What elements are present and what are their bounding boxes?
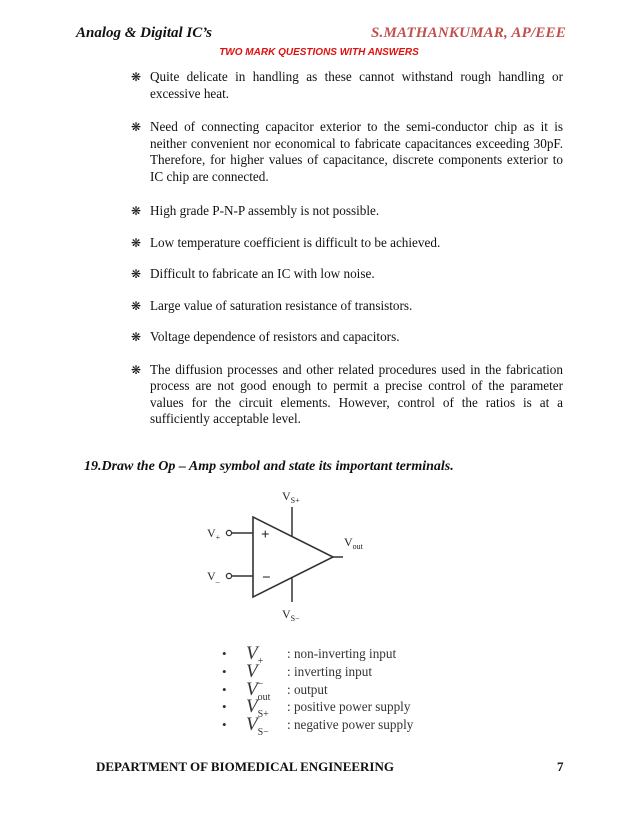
terminal-description: : positive power supply	[287, 699, 411, 715]
bullet-mark-icon: ❋	[131, 330, 142, 344]
bullet-dot-icon: •	[222, 646, 227, 661]
opamp-plus-sign: +	[261, 527, 270, 543]
list-item	[131, 329, 563, 346]
bullet-mark-icon: ❋	[131, 362, 142, 377]
question-heading: 19.Draw the Op – Amp symbol and state its important terminals.	[84, 459, 454, 474]
header-subtitle: TWO MARK QUESTIONS WITH ANSWERS	[219, 47, 419, 58]
page-number: 7	[557, 759, 564, 774]
bullet-mark-icon: ❋	[131, 267, 142, 281]
bullet-mark-icon: ❋	[131, 204, 142, 218]
vplus-label: $V_+$	[207, 526, 221, 542]
bullet-text: High grade P-N-P assembly is not possible.	[150, 203, 380, 218]
bullet-text: Voltage dependence of resistors and capacitors.	[150, 329, 400, 344]
vminus-terminal	[226, 573, 231, 578]
list-item	[131, 362, 563, 428]
bullet-dot-icon: •	[222, 699, 227, 715]
vsplus-label: $V_{S+}$	[282, 489, 300, 505]
terminal-description: : negative power supply	[287, 717, 414, 733]
bullet-text: Need of connecting capacitor exterior to the semi-conductor chip as it is neither convenient nor economical to fabricate capacitances exceeding 30pF. Therefore, for higher values of capacitance, discrete components exterior to IC chip are connected.	[150, 119, 563, 184]
terminal-description: : inverting input	[287, 663, 372, 679]
terminal-symbol: $V_{S-}$	[246, 714, 269, 738]
terminal-symbol: $V_+$	[246, 643, 264, 667]
vminus-label: V_	[207, 569, 220, 584]
terminal-symbol: $V_{\_}$	[246, 660, 263, 685]
bullet-mark-icon: ❋	[131, 298, 142, 313]
header-author: S.MATHANKUMAR, AP/EEE	[371, 25, 566, 41]
list-item	[131, 235, 563, 252]
terminal-description: : output	[287, 681, 328, 697]
bullet-text: Low temperature coefficient is difficult to be achieved.	[150, 234, 441, 250]
footer-department: DEPARTMENT OF BIOMEDICAL ENGINEERING	[96, 759, 394, 774]
bullet-text: The diffusion processes and other related procedures used in the fabrication process are not good enough to permit a precise control of the parameter values for the circuit elements. However, control of the ratios is at a sufficiently acceptable level.	[150, 361, 563, 426]
terminal-symbol: $V_{out}$	[246, 678, 271, 703]
opamp-minus-sign: −	[262, 570, 271, 586]
list-item	[131, 69, 563, 102]
bullet-dot-icon: •	[222, 717, 227, 733]
bullet-mark-icon: ❋	[131, 70, 142, 84]
list-item	[131, 298, 563, 315]
bullet-text: Large value of saturation resistance of transistors.	[150, 297, 413, 313]
list-item	[131, 119, 563, 185]
opamp-symbol-diagram	[196, 487, 396, 622]
terminal-description: : non-inverting input	[287, 646, 397, 661]
vsminus-label: $V_{S-}$	[282, 607, 300, 622]
terminal-symbol: $V_{S+}$	[246, 696, 269, 721]
bullet-dot-icon: •	[222, 663, 227, 679]
bullet-mark-icon: ❋	[131, 120, 142, 134]
vplus-terminal	[226, 530, 231, 535]
terminal-legend-list	[220, 643, 460, 738]
bullet-dot-icon: •	[222, 681, 227, 697]
list-item	[131, 266, 563, 283]
bullet-text: Difficult to fabricate an IC with low noise.	[150, 266, 375, 281]
bullet-mark-icon: ❋	[131, 235, 142, 250]
vout-label: $V_{out}$	[344, 535, 363, 551]
header-subject: Analog & Digital IC’s	[76, 25, 212, 41]
disadvantages-list	[131, 69, 563, 428]
legend-item	[220, 714, 460, 738]
bullet-text: Quite delicate in handling as these cannot withstand rough handling or excessive heat.	[150, 69, 563, 101]
list-item	[131, 203, 563, 220]
